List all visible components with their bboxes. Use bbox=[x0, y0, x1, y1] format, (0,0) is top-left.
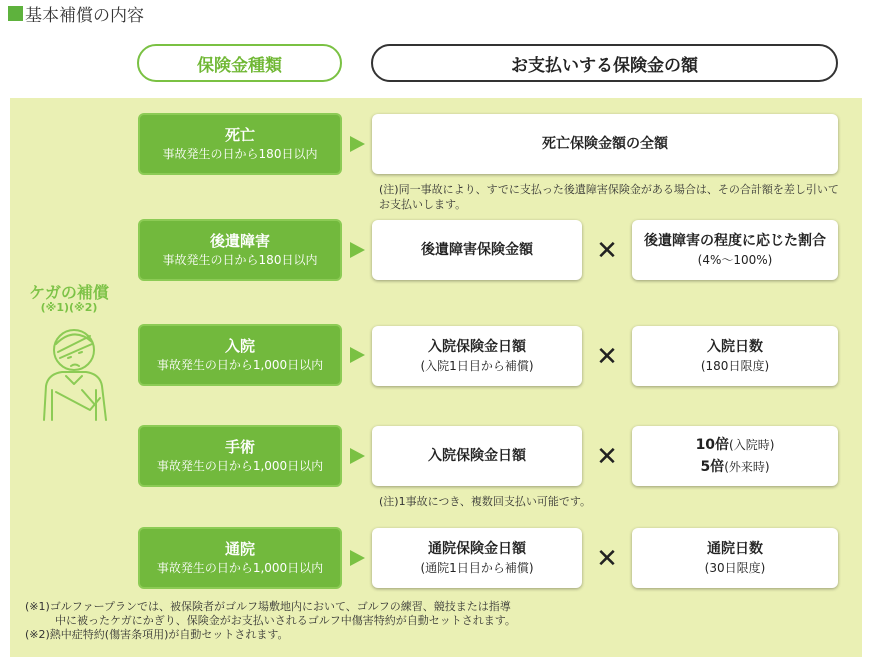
amount-box-outpatient bbox=[372, 528, 582, 588]
type-name: 通院 bbox=[224, 540, 255, 558]
type-term: 事故発生の日から180日以内 bbox=[162, 253, 318, 267]
multiplier-inpatient-value: 10倍 bbox=[695, 437, 730, 453]
amount-text: 入院保険金日額 bbox=[428, 339, 526, 355]
amount-sub: (入院1日目から補償) bbox=[420, 359, 534, 373]
multiplier-outpatient bbox=[700, 456, 769, 478]
arrow-right-icon bbox=[350, 448, 365, 464]
type-term: 事故発生の日から1,000日以内 bbox=[156, 561, 324, 575]
arrow-right-icon bbox=[350, 242, 365, 258]
arrow-right-icon bbox=[350, 347, 365, 363]
multiplier-text: 通院日数 bbox=[707, 541, 763, 557]
section-title-text: 基本補償の内容 bbox=[25, 5, 144, 26]
footnote-1-line-1: (※1)ゴルファープランでは、被保険者がゴルフ場敷地内において、ゴルフの練習、競技または指導 bbox=[25, 600, 511, 613]
multiply-icon: ✕ bbox=[596, 236, 618, 266]
amount-sub: (通院1日目から補償) bbox=[420, 561, 534, 575]
multiply-icon: ✕ bbox=[596, 342, 618, 372]
multiplier-box-hospitalization bbox=[632, 326, 838, 386]
amount-text: 通院保険金日額 bbox=[428, 541, 526, 557]
type-name: 死亡 bbox=[224, 126, 255, 144]
header-insurance-type: 保険金種類 bbox=[137, 44, 342, 82]
multiplier-outpatient-note: (外来時) bbox=[724, 460, 770, 474]
multiplier-box-disability bbox=[632, 220, 838, 280]
injury-coverage-label: ケガの補償 bbox=[29, 283, 109, 302]
arrow-right-icon bbox=[350, 550, 365, 566]
amount-text: 後遺障害保険金額 bbox=[421, 242, 533, 258]
amount-text: 入院保険金日額 bbox=[428, 448, 526, 464]
amount-box-surgery bbox=[372, 426, 582, 486]
type-box-outpatient bbox=[138, 527, 342, 589]
multiplier-inpatient bbox=[696, 434, 775, 456]
type-box-death bbox=[138, 113, 342, 175]
green-square-icon bbox=[8, 6, 23, 21]
multiplier-box-outpatient bbox=[632, 528, 838, 588]
amount-box-hospitalization bbox=[372, 326, 582, 386]
multiplier-inpatient-note: (入院時) bbox=[729, 438, 775, 452]
type-box-hospitalization bbox=[138, 324, 342, 386]
arrow-right-icon bbox=[350, 136, 365, 152]
note-surgery: (注)1事故につき、複数回支払い可能です。 bbox=[379, 495, 592, 508]
type-term: 事故発生の日から180日以内 bbox=[162, 147, 318, 161]
type-box-disability bbox=[138, 219, 342, 281]
multiply-icon: ✕ bbox=[596, 442, 618, 472]
type-box-surgery bbox=[138, 425, 342, 487]
footnote-1-line-2: 中に被ったケガにかぎり、保険金がお支払いされるゴルフ中傷害特約が自動セットされます。 bbox=[55, 614, 516, 627]
multiplier-box-surgery bbox=[632, 426, 838, 486]
type-name: 後遺障害 bbox=[209, 232, 270, 250]
multiplier-sub: (180日限度) bbox=[700, 359, 770, 373]
amount-text: 死亡保険金額の全額 bbox=[542, 136, 668, 152]
amount-box-death bbox=[372, 114, 838, 174]
note-death: (注)同一事故により、すでに支払った後遺障害保険金がある場合は、その合計額を差し引いてお支払いします。 bbox=[379, 183, 839, 211]
section-title bbox=[8, 2, 144, 24]
injury-coverage-notes-ref: (※1)(※2) bbox=[40, 301, 98, 314]
multiplier-sub: (30日限度) bbox=[704, 561, 766, 575]
header-payment-amount: お支払いする保険金の額 bbox=[371, 44, 838, 82]
type-term: 事故発生の日から1,000日以内 bbox=[156, 459, 324, 473]
multiplier-text: 後遺障害の程度に応じた割合 bbox=[644, 233, 826, 249]
amount-box-disability bbox=[372, 220, 582, 280]
footnote-2: (※2)熱中症特約(傷害条項用)が自動セットされます。 bbox=[25, 628, 289, 641]
multiplier-outpatient-value: 5倍 bbox=[700, 459, 725, 475]
multiplier-text: 入院日数 bbox=[707, 339, 763, 355]
multiplier-sub: (4%〜100%) bbox=[697, 253, 773, 267]
type-name: 手術 bbox=[224, 438, 255, 456]
type-term: 事故発生の日から1,000日以内 bbox=[156, 358, 324, 372]
type-name: 入院 bbox=[224, 337, 255, 355]
multiply-icon: ✕ bbox=[596, 544, 618, 574]
injured-person-icon bbox=[38, 320, 114, 422]
